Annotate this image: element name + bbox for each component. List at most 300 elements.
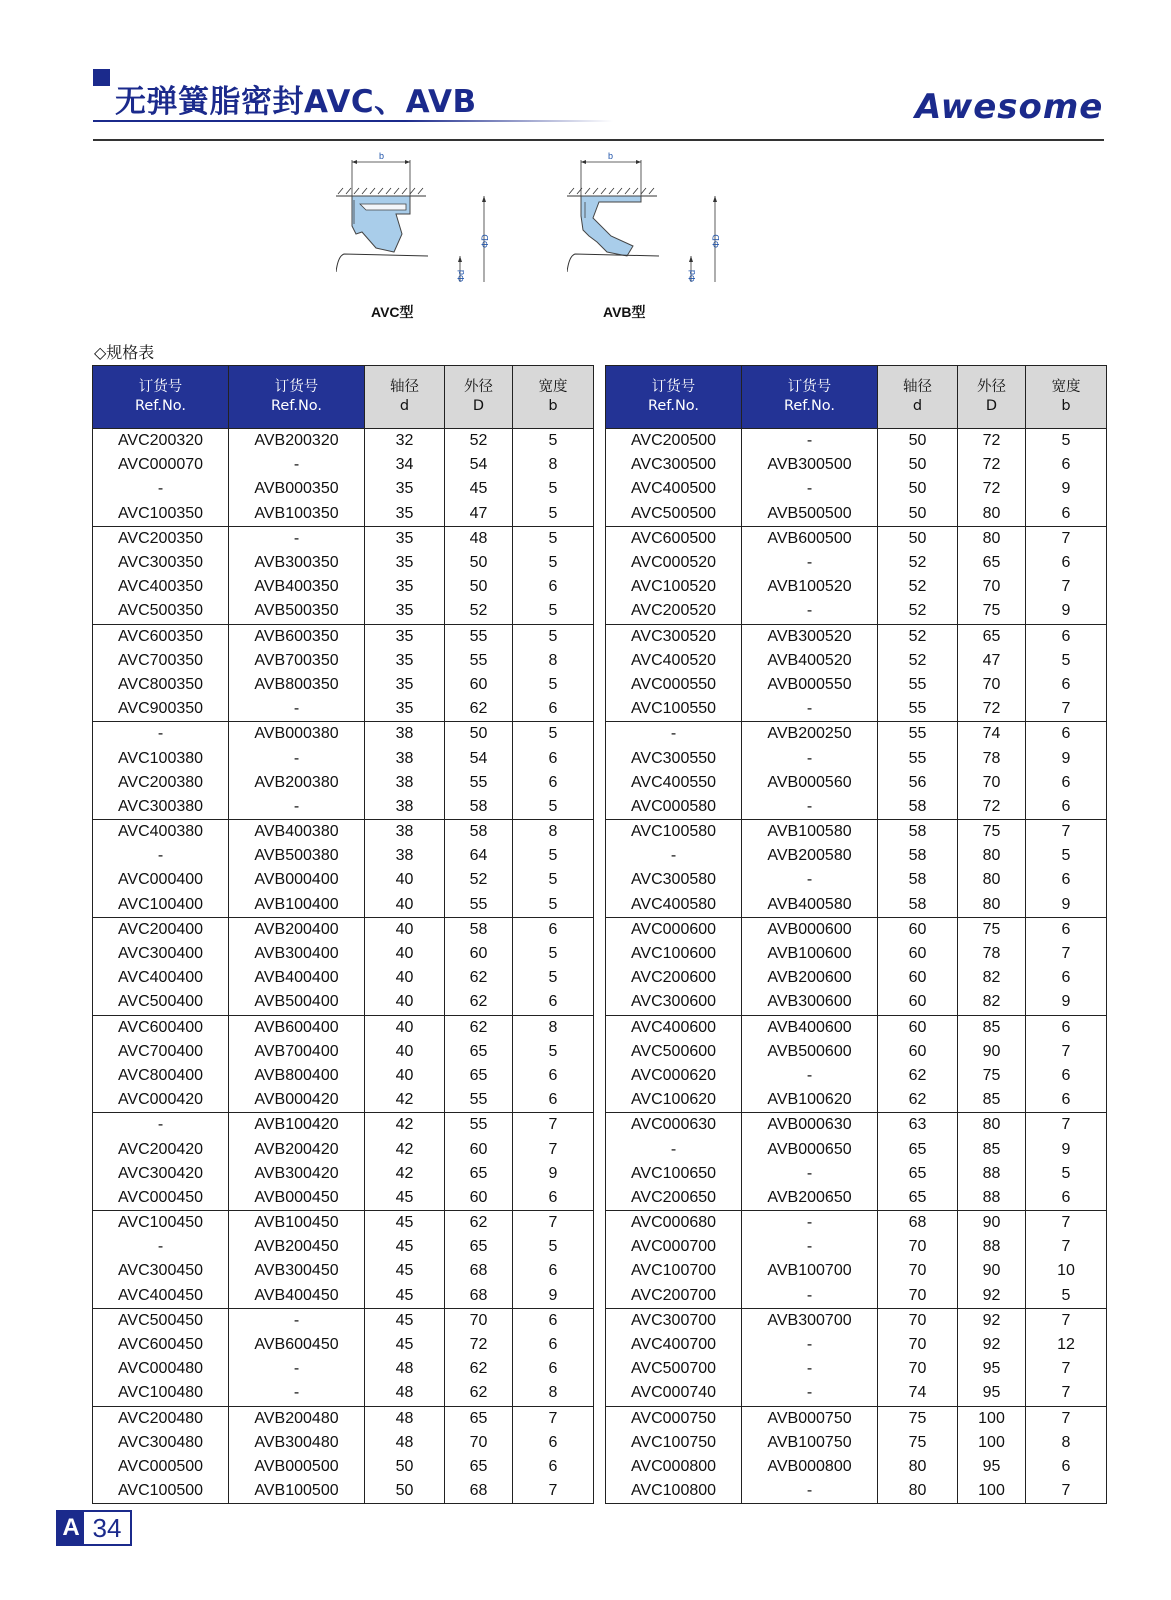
avb-ref-cell: AVB800350 [229,673,365,697]
table-row [606,1211,1107,1236]
width-b-cell: 5 [513,502,594,527]
table-row [606,1064,1107,1088]
outer-D-cell: 95 [958,1357,1026,1381]
shaft-d-cell: 58 [878,844,958,868]
width-b-cell: 8 [513,820,594,845]
outer-D-cell: 72 [958,477,1026,501]
shaft-d-cell: 40 [365,966,445,990]
col-header-width-b: 宽度 b [513,366,594,429]
outer-D-cell: 72 [958,795,1026,820]
width-b-cell: 7 [1026,1040,1107,1064]
avc-ref-cell: AVC100480 [93,1381,229,1406]
outer-D-cell: 72 [445,1333,513,1357]
avc-ref-cell: AVC800350 [93,673,229,697]
avc-ref-cell: AVC200600 [606,966,742,990]
table-row [93,1357,594,1381]
shaft-d-cell: 52 [878,551,958,575]
table-row [93,1064,594,1088]
shaft-d-cell: 35 [365,649,445,673]
width-b-cell: 9 [1026,477,1107,501]
shaft-d-cell: 80 [878,1455,958,1479]
shaft-d-cell: 74 [878,1381,958,1406]
width-b-cell: 6 [513,1259,594,1283]
avb-ref-cell: AVB400520 [742,649,878,673]
width-b-cell: 7 [513,1406,594,1431]
shaft-d-cell: 75 [878,1406,958,1431]
outer-D-cell: 68 [445,1479,513,1504]
width-b-cell: 6 [1026,1455,1107,1479]
avc-ref-cell: AVC200520 [606,599,742,624]
avb-ref-cell: AVB000560 [742,771,878,795]
outer-D-cell: 64 [445,844,513,868]
width-b-cell: 9 [513,1284,594,1309]
table-row [93,917,594,942]
avb-ref-cell: - [742,599,878,624]
avb-ref-cell: AVB200320 [229,429,365,454]
table-row [93,1235,594,1259]
table-row [606,1357,1107,1381]
outer-D-cell: 68 [445,1259,513,1283]
table-row [93,526,594,551]
shaft-d-cell: 35 [365,551,445,575]
avb-ref-cell: - [742,1333,878,1357]
avc-ref-cell: AVC400350 [93,575,229,599]
avb-ref-cell: AVB400350 [229,575,365,599]
shaft-d-cell: 60 [878,966,958,990]
width-b-cell: 7 [1026,1406,1107,1431]
width-b-cell: 10 [1026,1259,1107,1283]
table-row [93,893,594,918]
table-row [606,1137,1107,1161]
shaft-d-cell: 70 [878,1235,958,1259]
avc-ref-cell: AVC100450 [93,1211,229,1236]
width-b-cell: 5 [513,624,594,649]
width-b-cell: 6 [1026,771,1107,795]
outer-D-cell: 50 [445,722,513,747]
table-row [93,942,594,966]
table-row [606,1479,1107,1504]
avb-ref-cell: - [742,477,878,501]
outer-D-cell: 88 [958,1235,1026,1259]
avb-ref-cell: AVB200420 [229,1137,365,1161]
page-number-badge [56,1510,132,1546]
avc-ref-cell: AVC000680 [606,1211,742,1236]
avc-ref-cell: AVC100700 [606,1259,742,1283]
avc-ref-cell: AVC000450 [93,1186,229,1211]
avc-ref-cell: AVC500350 [93,599,229,624]
width-b-cell: 5 [1026,429,1107,454]
avb-ref-cell: AVB000450 [229,1186,365,1211]
width-b-cell: 8 [1026,1431,1107,1455]
shaft-d-cell: 42 [365,1113,445,1138]
width-b-cell: 9 [1026,746,1107,770]
avc-ref-cell: AVC100520 [606,575,742,599]
outer-D-cell: 78 [958,746,1026,770]
avb-ref-cell: AVB100500 [229,1479,365,1504]
avc-ref-cell: AVC100800 [606,1479,742,1504]
shaft-d-cell: 70 [878,1357,958,1381]
outer-D-cell: 65 [445,1406,513,1431]
outer-D-cell: 47 [958,649,1026,673]
shaft-d-cell: 52 [878,575,958,599]
outer-D-cell: 70 [958,771,1026,795]
width-b-cell: 5 [513,893,594,918]
title-underline [93,120,613,122]
width-b-cell: 6 [1026,868,1107,892]
avb-ref-cell: - [742,868,878,892]
shaft-d-cell: 38 [365,795,445,820]
avc-ref-cell: AVC000520 [606,551,742,575]
table-row [606,1455,1107,1479]
shaft-d-cell: 65 [878,1186,958,1211]
table-row [93,746,594,770]
avc-ref-cell: - [93,1235,229,1259]
shaft-d-cell: 42 [365,1088,445,1113]
avb-ref-cell: AVB000800 [742,1455,878,1479]
shaft-d-cell: 35 [365,697,445,722]
avc-ref-cell: AVC000550 [606,673,742,697]
table-row [606,1284,1107,1309]
outer-D-cell: 50 [445,551,513,575]
outer-D-cell: 65 [445,1455,513,1479]
avc-ref-cell: AVC300420 [93,1162,229,1186]
avc-ref-cell: AVC200700 [606,1284,742,1309]
dim-D-label: ΦD [711,234,721,248]
avb-ref-cell: AVB400380 [229,820,365,845]
width-b-cell: 6 [513,1333,594,1357]
outer-D-cell: 82 [958,966,1026,990]
width-b-cell: 6 [513,1064,594,1088]
outer-D-cell: 92 [958,1308,1026,1333]
avb-ref-cell: AVB500400 [229,990,365,1015]
table-row [93,1479,594,1504]
shaft-d-cell: 42 [365,1162,445,1186]
avb-diagram-caption: AVB型 [603,304,646,320]
shaft-d-cell: 60 [878,917,958,942]
outer-D-cell: 82 [958,990,1026,1015]
table-row [606,844,1107,868]
shaft-d-cell: 60 [878,1040,958,1064]
brand-logo: Awesome [915,87,1104,127]
avc-ref-cell: AVC400550 [606,771,742,795]
table-row [606,673,1107,697]
avc-ref-cell: AVC200400 [93,917,229,942]
outer-D-cell: 55 [445,649,513,673]
avc-ref-cell: AVC300700 [606,1308,742,1333]
page-prefix: A [58,1512,84,1544]
table-row [606,1040,1107,1064]
width-b-cell: 6 [1026,453,1107,477]
avb-ref-cell: - [742,429,878,454]
shaft-d-cell: 38 [365,820,445,845]
dim-D-label: ΦD [480,234,490,248]
col-header-avb-ref: 订货号 Ref.No. [229,366,365,429]
avb-ref-cell: AVB500380 [229,844,365,868]
width-b-cell: 6 [513,575,594,599]
outer-D-cell: 60 [445,942,513,966]
table-row [606,746,1107,770]
outer-D-cell: 88 [958,1162,1026,1186]
col-header-avc-ref: 订货号 Ref.No. [93,366,229,429]
shaft-d-cell: 40 [365,893,445,918]
width-b-cell: 6 [513,746,594,770]
avc-ref-cell: AVC300600 [606,990,742,1015]
shaft-d-cell: 60 [878,942,958,966]
table-row [606,624,1107,649]
table-row [606,771,1107,795]
title-marker [93,69,110,86]
outer-D-cell: 47 [445,502,513,527]
table-row [93,1040,594,1064]
table-row [93,722,594,747]
outer-D-cell: 60 [445,1137,513,1161]
shaft-d-cell: 60 [878,990,958,1015]
avb-ref-cell: - [742,551,878,575]
avb-ref-cell: - [742,1284,878,1309]
width-b-cell: 5 [513,868,594,892]
table-row [93,1259,594,1283]
avb-ref-cell: - [229,453,365,477]
shaft-d-cell: 45 [365,1333,445,1357]
col-header-outer-D: 外径 D [445,366,513,429]
table-row [606,966,1107,990]
avb-ref-cell: AVB100520 [742,575,878,599]
avb-ref-cell: AVB600450 [229,1333,365,1357]
avb-ref-cell: - [229,746,365,770]
outer-D-cell: 54 [445,746,513,770]
table-row [606,477,1107,501]
shaft-d-cell: 40 [365,917,445,942]
avc-ref-cell: AVC600400 [93,1015,229,1040]
avb-ref-cell: AVB000350 [229,477,365,501]
outer-D-cell: 70 [958,673,1026,697]
avc-ref-cell: AVC500600 [606,1040,742,1064]
width-b-cell: 6 [513,771,594,795]
table-row [93,1162,594,1186]
shaft-d-cell: 56 [878,771,958,795]
outer-D-cell: 62 [445,1211,513,1236]
width-b-cell: 5 [1026,1284,1107,1309]
table-header-row [93,366,594,429]
table-row [93,1137,594,1161]
shaft-d-cell: 40 [365,942,445,966]
shaft-d-cell: 65 [878,1162,958,1186]
avc-ref-cell: AVC100350 [93,502,229,527]
avb-ref-cell: AVB000400 [229,868,365,892]
shaft-d-cell: 50 [365,1479,445,1504]
avb-ref-cell: AVB200480 [229,1406,365,1431]
avb-ref-cell: AVB600350 [229,624,365,649]
avb-ref-cell: - [742,1162,878,1186]
shaft-d-cell: 70 [878,1259,958,1283]
avc-ref-cell: AVC400400 [93,966,229,990]
shaft-d-cell: 45 [365,1235,445,1259]
width-b-cell: 7 [1026,1381,1107,1406]
table-row [93,673,594,697]
avc-ref-cell: AVC200500 [606,429,742,454]
table-header-row [606,366,1107,429]
width-b-cell: 9 [513,1162,594,1186]
avc-ref-cell: AVC700400 [93,1040,229,1064]
table-row [93,1381,594,1406]
avc-ref-cell: AVC100380 [93,746,229,770]
dim-b-label: b [379,152,385,161]
width-b-cell: 6 [1026,1015,1107,1040]
page-number: 34 [92,1513,122,1543]
shaft-d-cell: 52 [878,649,958,673]
outer-D-cell: 74 [958,722,1026,747]
avb-ref-cell: AVB100700 [742,1259,878,1283]
outer-D-cell: 85 [958,1137,1026,1161]
outer-D-cell: 54 [445,453,513,477]
table-row [93,575,594,599]
shaft-d-cell: 45 [365,1186,445,1211]
outer-D-cell: 55 [445,771,513,795]
shaft-d-cell: 35 [365,575,445,599]
avb-ref-cell: AVB100350 [229,502,365,527]
table-row [93,453,594,477]
width-b-cell: 7 [513,1113,594,1138]
avb-ref-cell: - [742,697,878,722]
outer-D-cell: 80 [958,893,1026,918]
avb-ref-cell: AVB000650 [742,1137,878,1161]
outer-D-cell: 70 [958,575,1026,599]
width-b-cell: 7 [1026,575,1107,599]
width-b-cell: 5 [513,673,594,697]
outer-D-cell: 72 [958,453,1026,477]
shaft-d-cell: 75 [878,1431,958,1455]
avb-ref-cell: AVB300420 [229,1162,365,1186]
avc-ref-cell: AVC200350 [93,526,229,551]
avc-ref-cell: AVC200650 [606,1186,742,1211]
avb-cross-section-diagram [567,152,757,320]
avc-ref-cell: AVC600350 [93,624,229,649]
avc-ref-cell: AVC000500 [93,1455,229,1479]
outer-D-cell: 85 [958,1015,1026,1040]
table-row [606,722,1107,747]
avb-ref-cell: AVB000750 [742,1406,878,1431]
table-row [93,1186,594,1211]
avc-ref-cell: AVC500450 [93,1308,229,1333]
header-rule [93,139,1104,141]
col-header-avc-ref: 订货号 Ref.No. [606,366,742,429]
avc-ref-cell: - [93,477,229,501]
avb-ref-cell: AVB300500 [742,453,878,477]
width-b-cell: 5 [513,844,594,868]
outer-D-cell: 52 [445,429,513,454]
width-b-cell: 7 [1026,942,1107,966]
avb-ref-cell: - [229,1357,365,1381]
width-b-cell: 6 [1026,1186,1107,1211]
width-b-cell: 6 [1026,624,1107,649]
avb-ref-cell: AVB200600 [742,966,878,990]
outer-D-cell: 85 [958,1088,1026,1113]
shaft-d-cell: 70 [878,1333,958,1357]
width-b-cell: 7 [513,1479,594,1504]
avb-ref-cell: AVB000600 [742,917,878,942]
table-row [606,868,1107,892]
shaft-d-cell: 62 [878,1088,958,1113]
shaft-d-cell: 50 [878,429,958,454]
table-row [606,917,1107,942]
shaft-d-cell: 35 [365,673,445,697]
avc-ref-cell: AVC400600 [606,1015,742,1040]
width-b-cell: 7 [513,1137,594,1161]
avc-ref-cell: AVC200480 [93,1406,229,1431]
spec-table-left [92,365,594,1504]
table-row [93,1455,594,1479]
avb-ref-cell: AVB500600 [742,1040,878,1064]
avc-ref-cell: AVC000600 [606,917,742,942]
col-header-width-b: 宽度 b [1026,366,1107,429]
col-header-shaft-d: 轴径 d [365,366,445,429]
avb-ref-cell: AVB000630 [742,1113,878,1138]
width-b-cell: 6 [1026,722,1107,747]
table-row [93,1015,594,1040]
outer-D-cell: 62 [445,1015,513,1040]
avc-ref-cell: AVC400700 [606,1333,742,1357]
width-b-cell: 7 [1026,526,1107,551]
shaft-d-cell: 35 [365,502,445,527]
outer-D-cell: 100 [958,1406,1026,1431]
outer-D-cell: 70 [445,1431,513,1455]
shaft-d-cell: 70 [878,1308,958,1333]
outer-D-cell: 80 [958,868,1026,892]
avb-ref-cell: AVB100600 [742,942,878,966]
avc-ref-cell: AVC100580 [606,820,742,845]
outer-D-cell: 65 [958,551,1026,575]
table-row [93,844,594,868]
width-b-cell: 9 [1026,599,1107,624]
table-row [606,453,1107,477]
width-b-cell: 6 [1026,502,1107,527]
outer-D-cell: 95 [958,1455,1026,1479]
avc-ref-cell: AVC000800 [606,1455,742,1479]
table-row [93,599,594,624]
table-row [606,1186,1107,1211]
avb-ref-cell: AVB200650 [742,1186,878,1211]
avb-ref-cell: AVB100450 [229,1211,365,1236]
avc-ref-cell: AVC000420 [93,1088,229,1113]
table-row [606,1381,1107,1406]
shaft-d-cell: 55 [878,697,958,722]
avb-ref-cell: AVB500500 [742,502,878,527]
outer-D-cell: 80 [958,502,1026,527]
avc-ref-cell: AVC000580 [606,795,742,820]
avc-ref-cell: AVC300580 [606,868,742,892]
width-b-cell: 5 [1026,649,1107,673]
avb-ref-cell: AVB000420 [229,1088,365,1113]
avb-ref-cell: AVB700400 [229,1040,365,1064]
shaft-d-cell: 45 [365,1259,445,1283]
avc-diagram-caption: AVC型 [371,304,414,320]
avc-ref-cell: AVC200380 [93,771,229,795]
width-b-cell: 7 [1026,1308,1107,1333]
avb-ref-cell: AVB300520 [742,624,878,649]
outer-D-cell: 65 [445,1040,513,1064]
outer-D-cell: 90 [958,1040,1026,1064]
table-row [93,624,594,649]
outer-D-cell: 58 [445,917,513,942]
table-row [606,795,1107,820]
shaft-d-cell: 48 [365,1381,445,1406]
avb-ref-cell: - [229,697,365,722]
table-row [93,868,594,892]
page-title: 无弹簧脂密封AVC、AVB [115,84,477,120]
width-b-cell: 7 [1026,1113,1107,1138]
avb-ref-cell: AVB100420 [229,1113,365,1138]
spec-table-label: ◇规格表 [94,343,155,362]
